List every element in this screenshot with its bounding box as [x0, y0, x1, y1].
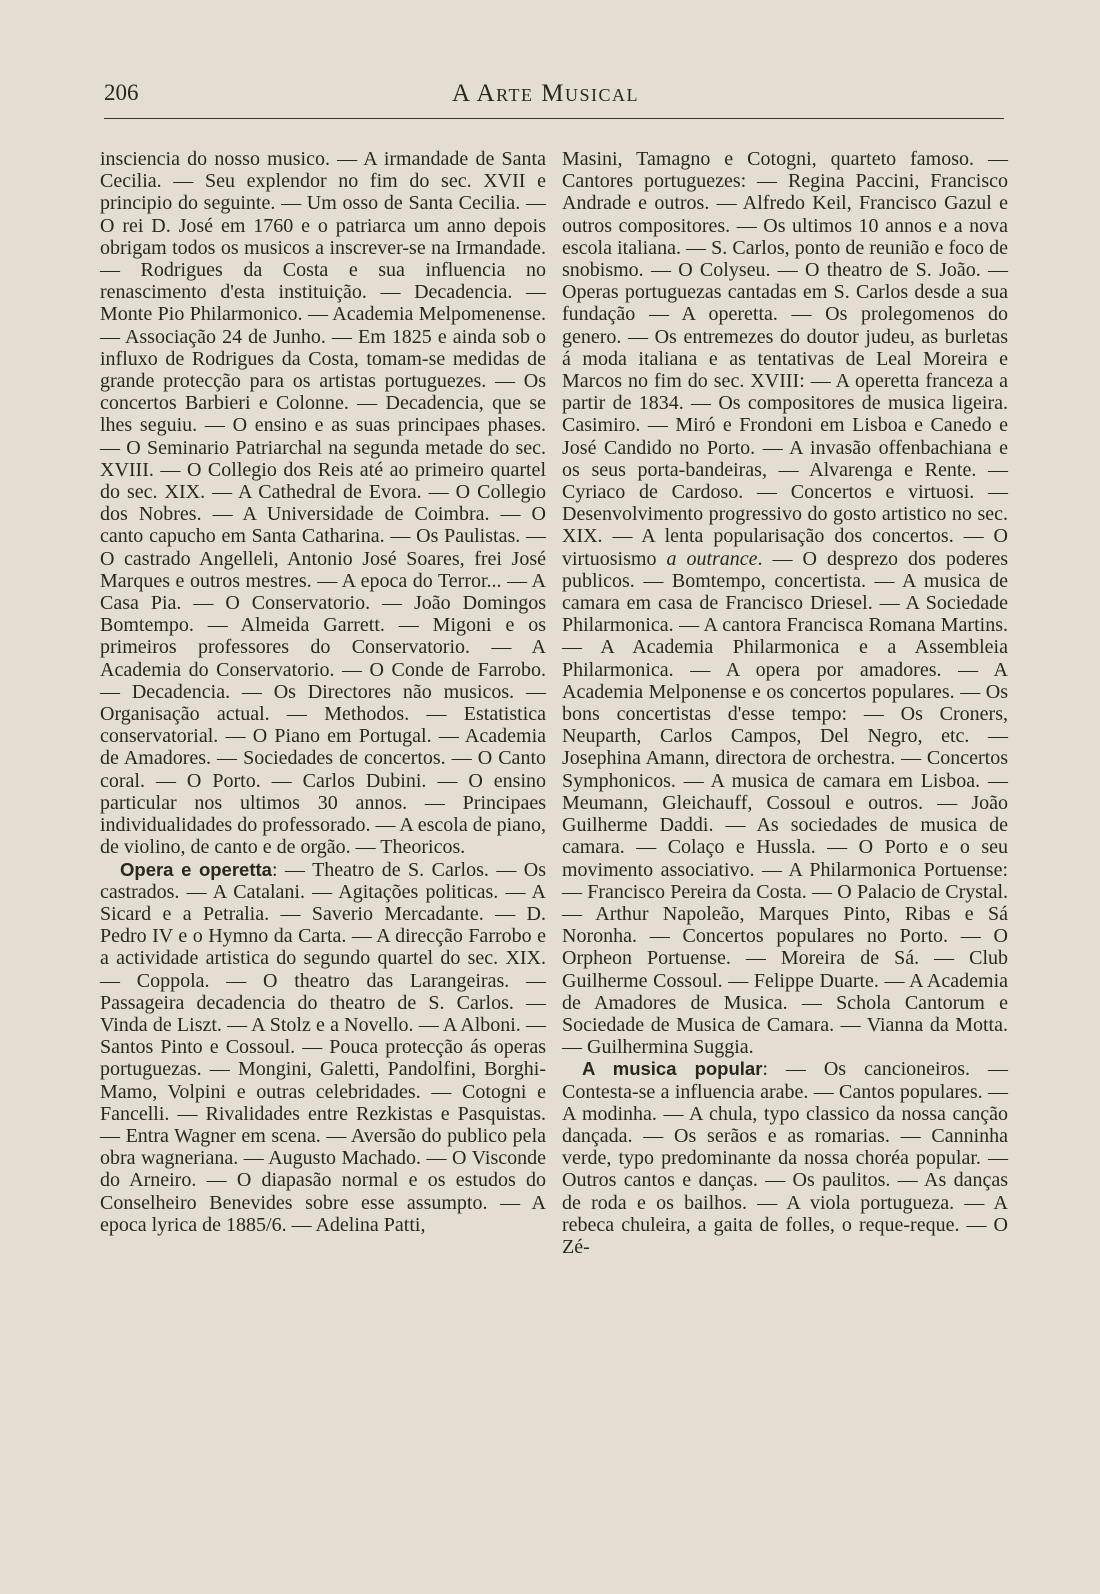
paragraph: [100, 148, 546, 859]
header-rule: [104, 118, 1004, 119]
running-title: A Arte Musical: [452, 80, 639, 107]
right-column: [562, 148, 1008, 1258]
paragraph-text: . — O desprezo dos poderes publicos. — Bomtempo, concertista. — A musica de camara em casa de Francisco Driesel. — A Sociedade Philarmonica. — A cantora Francisca Romana Martins. — A Academia Philarmonica e a Assembleia Philarmonica. — A opera por amadores. — A Academia Melponense e os concertos populares. — Os bons concertistas d'esse tempo: — Os Croners, Neuparth, Carlos Campos, Del Negro, etc. — Josephina Amann, directora de orchestra. — Concertos Symphonicos. — A musica de camara em Lisboa. — Meumann, Gleichauff, Cossoul e outros. — João Guilherme Daddi. — As sociedades de musica de camara. — Colaço e Hussla. — O Porto e o seu movimento associativo. — A Philarmonica Portuense: — Francisco Pereira da Costa. — O Palacio de Crystal. — Arthur Napoleão, Marques Pinto, Ribas e Sá Noronha. — Concertos populares no Porto. — O Orpheon Portuense. — Moreira de Sá. — Club Guilherme Cossoul. — Felippe Duarte. — A Academia de Amadores de Musica. — Schola Cantorum e Sociedade de Musica de Camara. — Vianna da Motta. — Guilhermina Suggia.: [562, 547, 1009, 1059]
paragraph: [562, 148, 1008, 1058]
paragraph-text: Masini, Tamagno e Cotogni, quarteto famoso. — Cantores portuguezes: — Regina Paccini, Francisco Andrade e outros. — Alfredo Keil, Francisco Gazul e outros compositores. — Os ultimos 10 annos e a nova escola italiana. — S. Carlos, ponto de reunião e foco de snobismo. — O Colyseu. — O theatro de S. João. — Operas portuguezas cantadas em S. Carlos desde a sua fundação — A operetta. — Os prolegomenos do genero. — Os entremezes do doutor judeu, as burletas á moda italiana e as tentativas de Leal Moreira e Marcos no fim do sec. XVIII: — A operetta franceza a partir de 1834. — Os compositores de musica ligeira. Casimiro. — Miró e Frondoni em Lisboa e Canedo e José Candido no Porto. — A invasão offenbachiana e os seus porta-bandeiras, — Alvarenga e Rente. — Cyriaco de Cardoso. — Concertos e virtuosi. — Desenvolvimento progressivo do gosto artistico no sec. XIX. — A lenta popularisação dos concertos. — O virtuosismo: [562, 148, 1008, 570]
section-heading-popular: A musica popular: [582, 1058, 763, 1080]
paragraph-text: : — Theatro de S. Carlos. — Os castrados. — A Catalani. — Agitações politicas. — A Sicard e a Petralia. — Saverio Mercadante. — D. Pedro IV e o Hymno da Carta. — A direcção Farrobo e a actividade artistica do segundo quartel do sec. XIX. — Coppola. — O theatro das Larangeiras. — Passageira decadencia do theatro de S. Carlos. — Vinda de Liszt. — A Stolz e a Novello. — A Alboni. — Santos Pinto e Cossoul. — Pouca protecção ás operas portuguezas. — Mongini, Galetti, Pandolfini, Borghi-Mamo, Volpini e outras celebridades. — Cotogni e Fancelli. — Rivalidades entre Rezkistas e Pasquistas. — Entra Wagner em scena. — Aversão do publico pela obra wagneriana. — Augusto Machado. — O Visconde do Arneiro. — O diapasão normal e os estudos do Conselheiro Benevides sobre esse assumpto. — A epoca lyrica de 1885/6. — Adelina Patti,: [100, 858, 546, 1236]
italic-phrase: a outrance: [666, 547, 758, 570]
paragraph-text: : — Os cancioneiros. — Contesta-se a influencia arabe. — Cantos populares. — A modinha. — A chula, typo classico da nossa canção dançada. — Os serãos e as romarias. — Canninha verde, typo predominante da nossa choréa popular. — Outros cantos e danças. — Os paulitos. — As danças de roda e os bailhos. — A viola portugueza. — A rebeca chuleira, a gaita de folles, o reque-reque. — O Zé-: [562, 1058, 1008, 1258]
paragraph-popular: [562, 1058, 1008, 1258]
paragraph-opera: [100, 859, 546, 1236]
section-heading-opera: Opera e operetta: [120, 858, 272, 880]
page-number: 206: [104, 80, 139, 105]
left-column: [100, 148, 546, 1236]
paragraph-text: insciencia do nosso musico. — A irmandade de Santa Cecilia. — Seu explendor no fim do sec. XVII e principio do seguinte. — Um osso de Santa Cecilia. — O rei D. José em 1760 e o patriarca um anno depois obrigam todos os musicos a inscrever-se na Irmandade. — Rodrigues da Costa e sua influencia no renascimento d'esta instituição. — Decadencia. — Monte Pio Philarmonico. — Academia Melpomenense. — Associação 24 de Junho. — Em 1825 e ainda sob o influxo de Rodrigues da Costa, tomam-se medidas de grande protecção para os artistas portuguezes. — Os concertos Barbieri e Colonne. — Decadencia, que se lhes seguiu. — O ensino e as suas principaes phases. — O Seminario Patriarchal na segunda metade do sec. XVIII. — O Collegio dos Reis até ao primeiro quartel do sec. XIX. — A Cathedral de Evora. — O Collegio dos Nobres. — A Universidade de Coimbra. — O canto capucho em Santa Catharina. — Os Paulistas. — O castrado Angelleli, Antonio José Soares, frei José Marques e outros mestres. — A epoca do Terror... — A Casa Pia. — O Conservatorio. — João Domingos Bomtempo. — Almeida Garrett. — Migoni e os primeiros professores do Conservatorio. — A Academia do Conservatorio. — O Conde de Farrobo. — Decadencia. — Os Directores não musicos. — Organisação actual. — Methodos. — Estatistica conservatorial. — O Piano em Portugal. — Academia de Amadores. — Sociedades de concertos. — O Canto coral. — O Porto. — Carlos Dubini. — O ensino particular nos ultimos 30 annos. — Principaes individualidades do professorado. — A escola de piano, de violino, de canto e de orgão. — Theoricos.: [100, 148, 547, 859]
page-header: [104, 80, 1004, 120]
